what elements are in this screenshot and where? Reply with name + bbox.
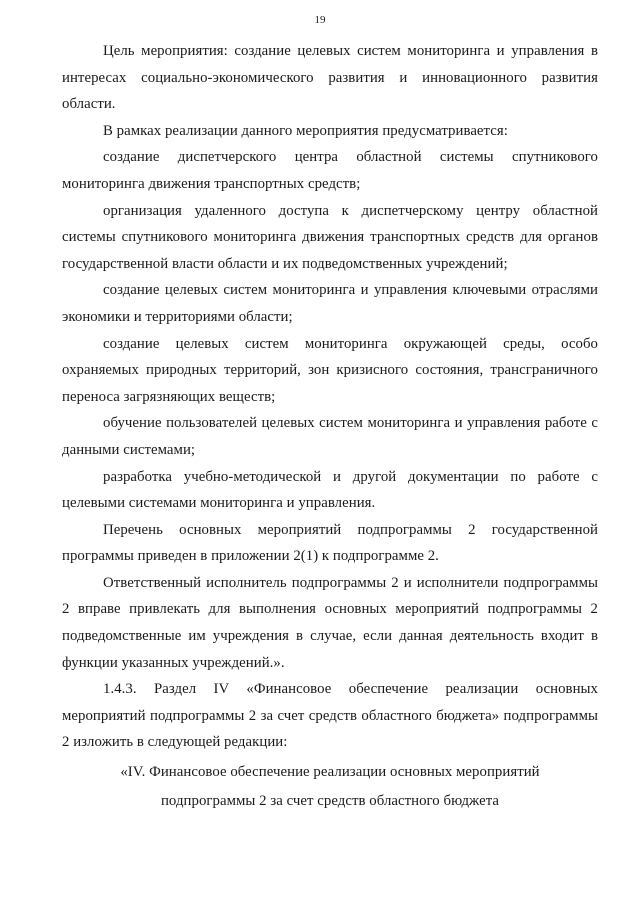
list-item-environment: создание целевых систем мониторинга окружающей среды, особо охраняемых природных территорий, зон кризисного состояния, трансграничного переноса загрязняющих веществ; xyxy=(62,335,598,405)
page-number: 19 xyxy=(314,14,326,26)
paragraph-intro: В рамках реализации данного мероприятия предусматривается: xyxy=(103,122,508,139)
paragraph-goal: Цель мероприятия: создание целевых систем мониторинга и управления в интересах социально-экономического развития и инновационного развития области. xyxy=(62,43,598,113)
document-body xyxy=(62,38,598,816)
paragraph-activities-list: Перечень основных мероприятий подпрограммы 2 государственной программы приведен в приложении 2(1) к подпрограмме 2. xyxy=(62,521,598,565)
list-item-training: обучение пользователей целевых систем мониторинга и управления работе с данными системами; xyxy=(62,415,598,458)
list-item-dispatch-center: создание диспетчерского центра областной системы спутникового мониторинга движения транспортных средств; xyxy=(62,149,598,192)
list-item-documentation: разработка учебно-методической и другой документации по работе с целевыми системами мониторинга и управления. xyxy=(62,468,598,512)
list-item-remote-access: организация удаленного доступа к диспетчерскому центру областной системы спутникового мониторинга движения транспортных средств для органов государственной власти области и их подведомственных учреждений; xyxy=(62,202,598,272)
section-heading-line2: подпрограммы 2 за счет средств областного бюджета xyxy=(160,793,500,810)
paragraph-responsible-executor: Ответственный исполнитель подпрограммы 2 и исполнители подпрограммы 2 вправе привлекать для выполнения основных мероприятий подпрограммы 2 подведомственные им учреждения в случае, если данная деятельность входит в функции указанных учреждений.». xyxy=(62,574,598,671)
list-item-key-industries: создание целевых систем мониторинга и управления ключевыми отраслями экономики и территориями области; xyxy=(62,282,598,325)
section-heading-line1: «IV. Финансовое обеспечение реализации основных мероприятий xyxy=(120,764,540,781)
section-heading xyxy=(62,758,598,816)
paragraph-section-amendment: 1.4.3. Раздел IV «Финансовое обеспечение реализации основных мероприятий подпрограммы 2 за счет средств областного бюджета» подпрограммы 2 изложить в следующей редакции: xyxy=(62,681,598,751)
